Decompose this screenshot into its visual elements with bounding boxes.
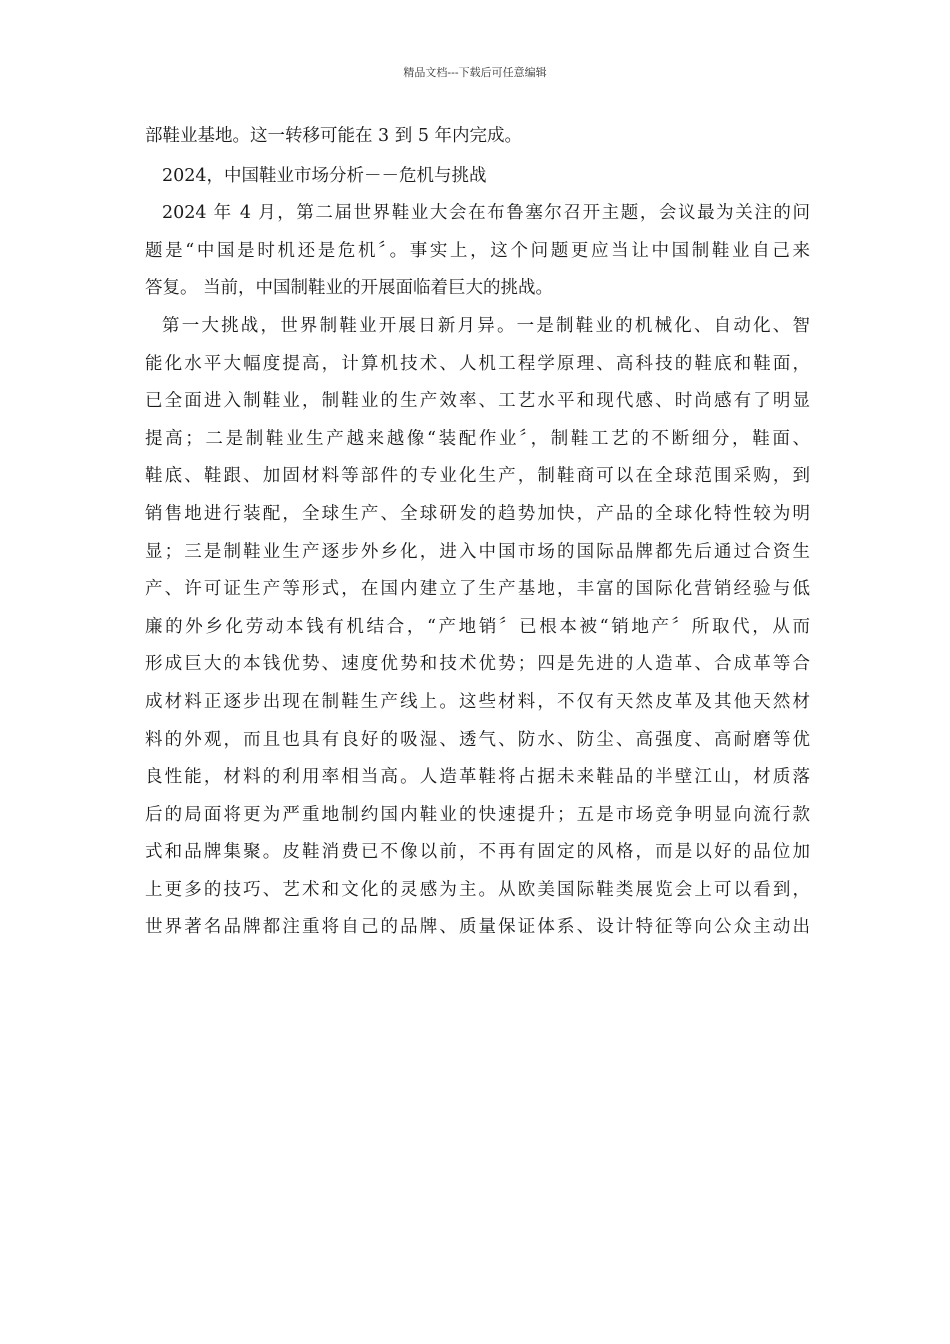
paragraph-line: 2024 年 4 月，第二届世界鞋业大会在布鲁塞尔召开主题，会议最为关注的问 (162, 203, 810, 224)
paragraph-line: 世界著名品牌都注重将自己的品牌、质量保证体系、设计特征等向公众主动出 (145, 917, 810, 938)
paragraph-line: 鞋底、鞋跟、加固材料等部件的专业化生产，制鞋商可以在全球范围采购，到 (145, 466, 810, 487)
paragraph-line: 良性能，材料的利用率相当高。人造革鞋将占据未来鞋品的半壁江山，材质落 (145, 767, 810, 788)
paragraph-line: 能化水平大幅度提高，计算机技术、人机工程学原理、高科技的鞋底和鞋面， (145, 353, 810, 374)
paragraph-line: 后的局面将更为严重地制约国内鞋业的快速提升；五是市场竞争明显向流行款 (145, 804, 810, 825)
paragraph-line: 提高；二是制鞋业生产越来越像“装配作业〞，制鞋工艺的不断细分，鞋面、 (145, 428, 810, 449)
paragraph-line: 答复。 当前，中国制鞋业的开展面临着巨大的挑战。 (145, 278, 554, 299)
paragraph-line: 第一大挑战，世界制鞋业开展日新月异。一是制鞋业的机械化、自动化、智 (162, 315, 810, 336)
paragraph-line: 上更多的技巧、艺术和文化的灵感为主。从欧美国际鞋类展览会上可以看到， (145, 879, 810, 900)
paragraph-line: 部鞋业基地。这一转移可能在 3 到 5 年内完成。 (145, 126, 523, 146)
paragraph-line: 式和品牌集聚。皮鞋消费已不像以前，不再有固定的风格，而是以好的品位加 (145, 842, 810, 863)
paragraph-line: 显；三是制鞋业生产逐步外乡化，进入中国市场的国际品牌都先后通过合资生 (145, 541, 810, 562)
paragraph-line: 成材料正逐步出现在制鞋生产线上。这些材料，不仅有天然皮革及其他天然材 (145, 691, 810, 712)
paragraph-line: 销售地进行装配，全球生产、全球研发的趋势加快，产品的全球化特性较为明 (145, 503, 810, 524)
paragraph-line: 料的外观，而且也具有良好的吸湿、透气、防水、防尘、高强度、高耐磨等优 (145, 729, 810, 750)
paragraph-line: 题是“中国是时机还是危机〞。事实上，这个问题更应当让中国制鞋业自己来 (145, 240, 810, 261)
page-header: 精品文档---下载后可任意编辑 (403, 66, 547, 79)
paragraph-line: 已全面进入制鞋业，制鞋业的生产效率、工艺水平和现代感、时尚感有了明显 (145, 391, 810, 412)
document-body (145, 118, 810, 947)
paragraph-line: 形成巨大的本钱优势、速度优势和技术优势；四是先进的人造革、合成革等合 (145, 654, 810, 675)
paragraph-line: 产、许可证生产等形式，在国内建立了生产基地，丰富的国际化营销经验与低 (145, 579, 810, 600)
section-heading: 2024，中国鞋业市场分析－－危机与挑战 (162, 165, 487, 186)
paragraph-line: 廉的外乡化劳动本钱有机结合，“产地销〞已根本被“销地产〞所取代，从而 (145, 616, 810, 637)
